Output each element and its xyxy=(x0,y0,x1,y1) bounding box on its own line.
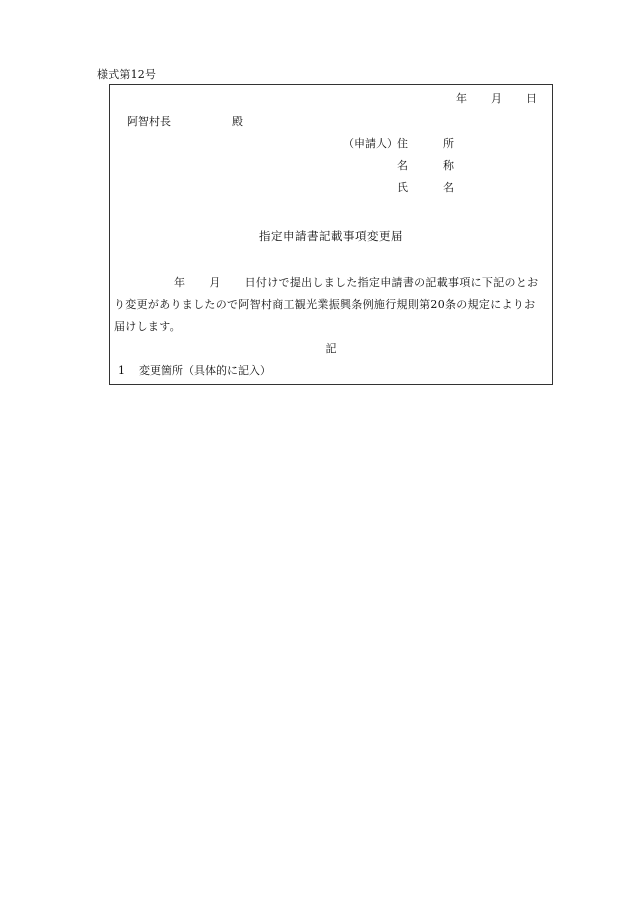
honorific: 殿 xyxy=(232,115,243,128)
body-paragraph xyxy=(114,272,550,338)
form-number: 様式第12号 xyxy=(97,68,157,81)
applicant-company-label: 名 称 xyxy=(397,159,466,172)
body-line-2: り変更がありましたので阿智村商工観光業振興条例施行規則第20条の規定によりお xyxy=(114,298,536,311)
applicant-prefix: （申請人） xyxy=(343,137,398,150)
item-label: 変更箇所（具体的に記入） xyxy=(139,364,271,377)
body-year-label: 年 xyxy=(174,276,186,289)
body-line-3: 届けします。 xyxy=(114,320,181,333)
date-month-label: 月 xyxy=(491,92,502,105)
document-title: 指定申請書記載事項変更届 xyxy=(259,229,403,243)
applicant-name-label: 氏 名 xyxy=(397,181,466,194)
date-year-label: 年 xyxy=(456,92,467,105)
addressee: 阿智村長 xyxy=(127,115,171,128)
body-line-1-text: 日付けで提出しました指定申請書の記載事項に下記のとお xyxy=(244,276,539,289)
body-month-label: 月 xyxy=(209,276,221,289)
list-item xyxy=(118,365,271,376)
item-number: 1 xyxy=(118,364,125,377)
applicant-address-label: 住 所 xyxy=(397,137,466,150)
form-box xyxy=(109,84,553,385)
note-mark: 記 xyxy=(325,342,337,355)
date-day-label: 日 xyxy=(526,92,537,105)
body-line-1 xyxy=(114,272,550,294)
